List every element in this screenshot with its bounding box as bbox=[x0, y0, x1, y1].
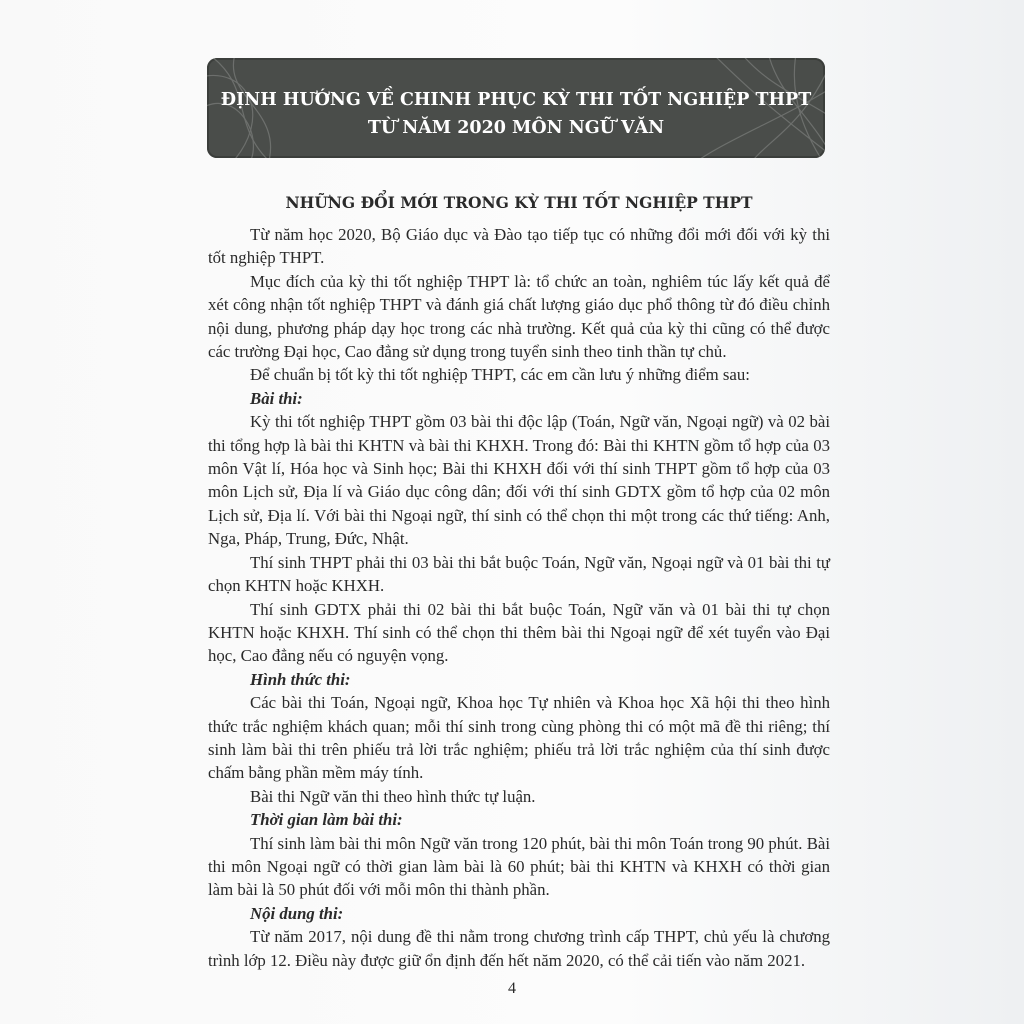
paragraph: Kỳ thi tốt nghiệp THPT gồm 03 bài thi độc lập (Toán, Ngữ văn, Ngoại ngữ) và 02 bài thi tổng hợp là bài thi KHTN và bài thi KHXH. Trong đó: Bài thi KHTN gồm tổ hợp của 03 môn Vật lí, Hóa học và Sinh học; Bài thi KHXH đối với thí sinh THPT gồm tổ hợp của 03 môn Lịch sử, Địa lí và Giáo dục công dân; đối với thí sinh GDTX gồm tổ hợp của 02 môn Lịch sử, Địa lí. Với bài thi Ngoại ngữ, thí sinh có thể chọn thi một trong các thứ tiếng: Anh, Nga, Pháp, Trung, Đức, Nhật. bbox=[208, 412, 830, 549]
banner-title bbox=[207, 86, 825, 142]
page-number: 4 bbox=[508, 980, 516, 997]
paragraph: Thí sinh THPT phải thi 03 bài thi bắt buộc Toán, Ngữ văn, Ngoại ngữ và 01 bài thi tự chọn KHTN hoặc KHXH. bbox=[208, 552, 830, 596]
subheading-exam: Bài thi: bbox=[250, 388, 303, 408]
paragraph: Thí sinh làm bài thi môn Ngữ văn trong 120 phút, bài thi môn Toán trong 90 phút. Bài thi môn Ngoại ngữ có thời gian làm bài là 60 phút; bài thi KHTN và KHXH có thời gian làm bài là 50 phút đối với mỗi môn thi thành phần. bbox=[208, 833, 830, 900]
banner-title-line-1: ĐỊNH HƯỚNG VỀ CHINH PHỤC KỲ THI TỐT NGHIỆP THPT bbox=[220, 90, 812, 110]
subheading-duration: Thời gian làm bài thi: bbox=[250, 810, 403, 830]
chapter-banner bbox=[207, 58, 825, 158]
subheading-content: Nội dung thi: bbox=[250, 903, 344, 923]
section-heading: NHỮNG ĐỔI MỚI TRONG KỲ THI TỐT NGHIỆP THPT bbox=[285, 193, 753, 212]
subheading-format: Hình thức thi: bbox=[250, 669, 351, 689]
paragraph: Từ năm học 2020, Bộ Giáo dục và Đào tạo tiếp tục có những đổi mới đối với kỳ thi tốt nghiệp THPT. bbox=[208, 225, 830, 268]
paragraph: Từ năm 2017, nội dung đề thi nằm trong chương trình cấp THPT, chủ yếu là chương trình lớp 12. Điều này được giữ ổn định đến hết năm 2020, có thể cải tiến vào năm 2021. bbox=[208, 927, 830, 970]
banner-title-line-2: TỪ NĂM 2020 MÔN NGỮ VĂN bbox=[367, 118, 665, 138]
paragraph: Bài thi Ngữ văn thi theo hình thức tự luận. bbox=[250, 786, 536, 806]
paragraph: Thí sinh GDTX phải thi 02 bài thi bắt buộc Toán, Ngữ văn và 01 bài thi tự chọn KHTN hoặc KHXH. Thí sinh có thể chọn thi thêm bài thi Ngoại ngữ để xét tuyển vào Đại học, Cao đẳng nếu có nguyện vọng. bbox=[208, 599, 830, 666]
paragraph: Các bài thi Toán, Ngoại ngữ, Khoa học Tự nhiên và Khoa học Xã hội thi theo hình thức trắc nghiệm khách quan; mỗi thí sinh trong cùng phòng thi có một mã đề thi riêng; thí sinh làm bài thi trên phiếu trả lời trắc nghiệm; phiếu trả lời trắc nghiệm của thí sinh được chấm bằng phần mềm máy tính. bbox=[208, 693, 830, 783]
paragraph: Mục đích của kỳ thi tốt nghiệp THPT là: tổ chức an toàn, nghiêm túc lấy kết quả để xét công nhận tốt nghiệp THPT và đánh giá chất lượng giáo dục phổ thông từ đó điều chỉnh nội dung, phương pháp dạy học trong các nhà trường. Kết quả của kỳ thi cũng có thể được các trường Đại học, Cao đẳng sử dụng trong tuyển sinh theo tinh thần tự chủ. bbox=[208, 271, 830, 362]
article-body bbox=[208, 191, 830, 972]
paragraph: Để chuẩn bị tốt kỳ thi tốt nghiệp THPT, các em cần lưu ý những điểm sau: bbox=[250, 365, 750, 385]
